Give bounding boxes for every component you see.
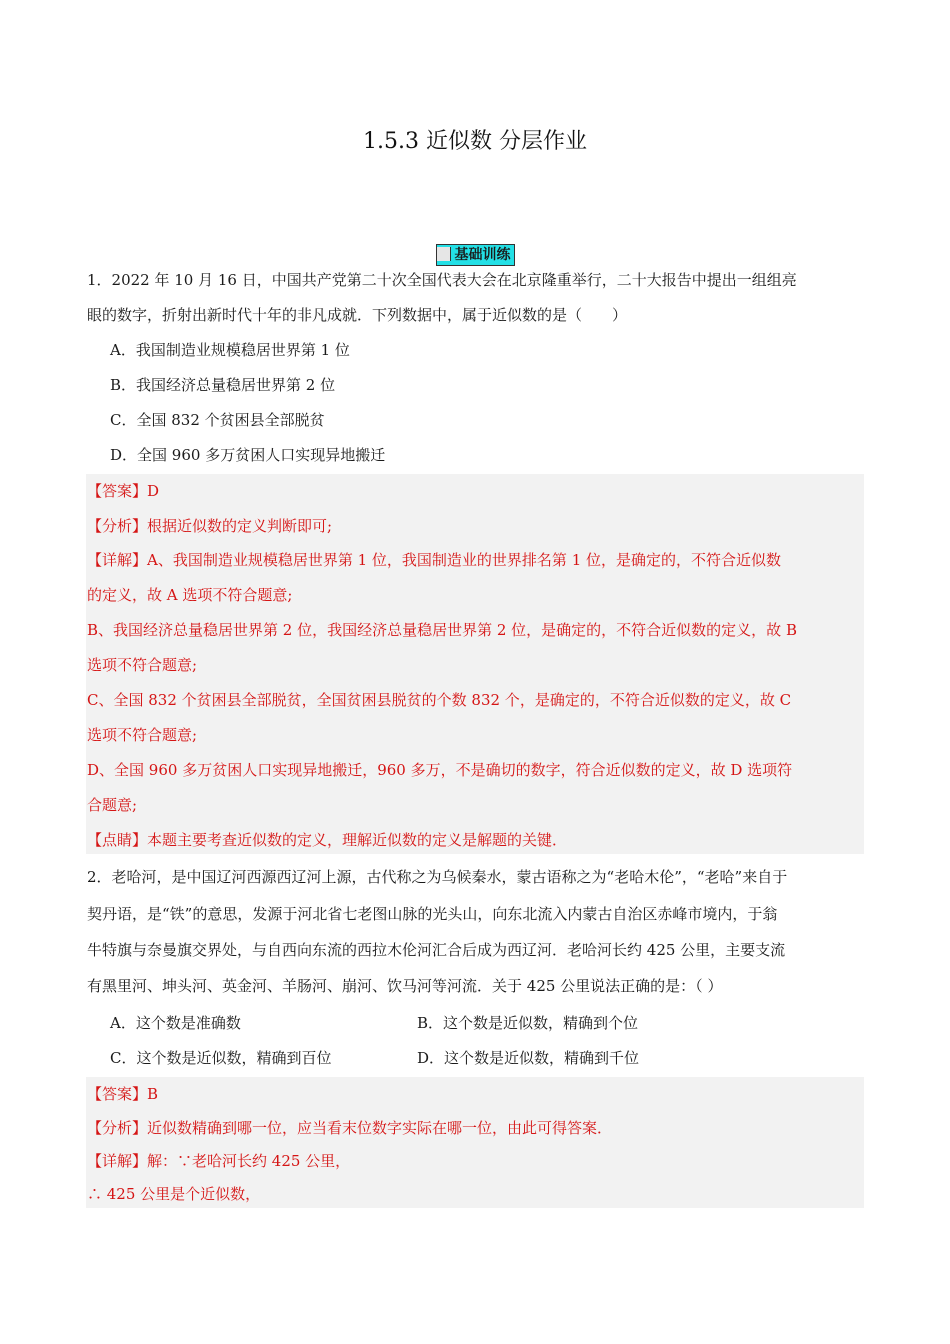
analysis-text: 近似数精确到哪一位，应当看末位数字实际在哪一位，由此可得答案． bbox=[147, 1119, 613, 1137]
q2-stem-line: 有黑里河、坤头河、英金河、羊肠河、崩河、饮马河等河流．关于 425 公里说法正确的是：（ ） bbox=[87, 977, 723, 995]
detail-text: 解：∵老哈河长约 425 公里， bbox=[147, 1152, 351, 1170]
analysis-text: 根据近似数的定义判断即可; bbox=[147, 517, 333, 535]
q1-option-c: C．全国 832 个贫困县全部脱贫 bbox=[110, 411, 325, 429]
q1-option-b: B．我国经济总量稳居世界第 2 位 bbox=[110, 376, 336, 394]
answer-value: D bbox=[147, 482, 160, 500]
q1-detail-line: 选项不符合题意; bbox=[87, 656, 198, 674]
q1-detail-line: 合题意; bbox=[87, 796, 138, 814]
q2-option-d: D．这个数是近似数，精确到千位 bbox=[417, 1049, 640, 1067]
comment-label: 【点睛】 bbox=[87, 831, 148, 849]
answer-label: 【答案】 bbox=[87, 482, 148, 500]
q1-detail-line: 选项不符合题意; bbox=[87, 726, 198, 744]
q1-detail-line: 的定义，故 A 选项不符合题意; bbox=[87, 586, 293, 604]
q1-analysis bbox=[87, 509, 863, 544]
analysis-label: 【分析】 bbox=[87, 1119, 148, 1137]
q2-detail bbox=[87, 1144, 863, 1179]
q1-stem-line: 眼的数字，折射出新时代十年的非凡成就．下列数据中，属于近似数的是（ ） bbox=[87, 306, 628, 324]
q1-stem-line: 1．2022 年 10 月 16 日，中国共产党第二十次全国代表大会在北京隆重举行，二十大报告中提出一组组亮 bbox=[87, 271, 797, 289]
q1-comment bbox=[87, 823, 863, 858]
q1-detail-line: C、全国 832 个贫困县全部脱贫，全国贫困县脱贫的个数 832 个，是确定的，不符合近似数的定义，故 C bbox=[87, 691, 792, 709]
q2-option-a: A．这个数是准确数 bbox=[110, 1014, 241, 1032]
q2-answer bbox=[87, 1077, 863, 1112]
q1-answer bbox=[87, 474, 863, 509]
q2-option-b: B．这个数是近似数，精确到个位 bbox=[417, 1014, 639, 1032]
q1-detail-line: D、全国 960 多万贫困人口实现异地搬迁，960 多万，不是确切的数字，符合近似数的定义，故 D 选项符 bbox=[87, 761, 793, 779]
comment-text: 本题主要考查近似数的定义，理解近似数的定义是解题的关键． bbox=[147, 831, 568, 849]
q1-detail-line: B、我国经济总量稳居世界第 2 位，我国经济总量稳居世界第 2 位，是确定的，不符合近似数的定义，故 B bbox=[87, 621, 797, 639]
detail-label: 【详解】 bbox=[87, 551, 148, 569]
q2-option-c: C．这个数是近似数，精确到百位 bbox=[110, 1049, 332, 1067]
q1-option-d: D．全国 960 多万贫困人口实现异地搬迁 bbox=[110, 446, 386, 464]
checkbox-icon bbox=[437, 247, 451, 261]
q2-detail-line: ∴ 425 公里是个近似数， bbox=[87, 1185, 261, 1203]
q2-stem-line: 牛特旗与奈曼旗交界处，与自西向东流的西拉木伦河汇合后成为西辽河．老哈河长约 425 公里，主要支流 bbox=[87, 941, 786, 959]
section-label: 基础训练 bbox=[454, 247, 511, 263]
page-title: 1.5.3 近似数 分层作业 bbox=[363, 129, 587, 154]
answer-label: 【答案】 bbox=[87, 1085, 148, 1103]
detail-text: A、我国制造业规模稳居世界第 1 位，我国制造业的世界排名第 1 位，是确定的，不符合近似数 bbox=[147, 551, 782, 569]
answer-value: B bbox=[147, 1085, 159, 1103]
q2-analysis bbox=[87, 1111, 863, 1146]
q1-detail bbox=[87, 543, 863, 578]
analysis-label: 【分析】 bbox=[87, 517, 148, 535]
q2-stem-line: 契丹语，是“铁”的意思，发源于河北省七老图山脉的光头山，向东北流入内蒙古自治区赤峰市境内，于翁 bbox=[87, 905, 778, 923]
detail-label: 【详解】 bbox=[87, 1152, 148, 1170]
q1-option-a: A．我国制造业规模稳居世界第 1 位 bbox=[110, 341, 350, 359]
q2-stem-line: 2．老哈河，是中国辽河西源西辽河上源，古代称之为乌候秦水，蒙古语称之为“老哈木伦”，“老哈”来自于 bbox=[87, 868, 788, 886]
